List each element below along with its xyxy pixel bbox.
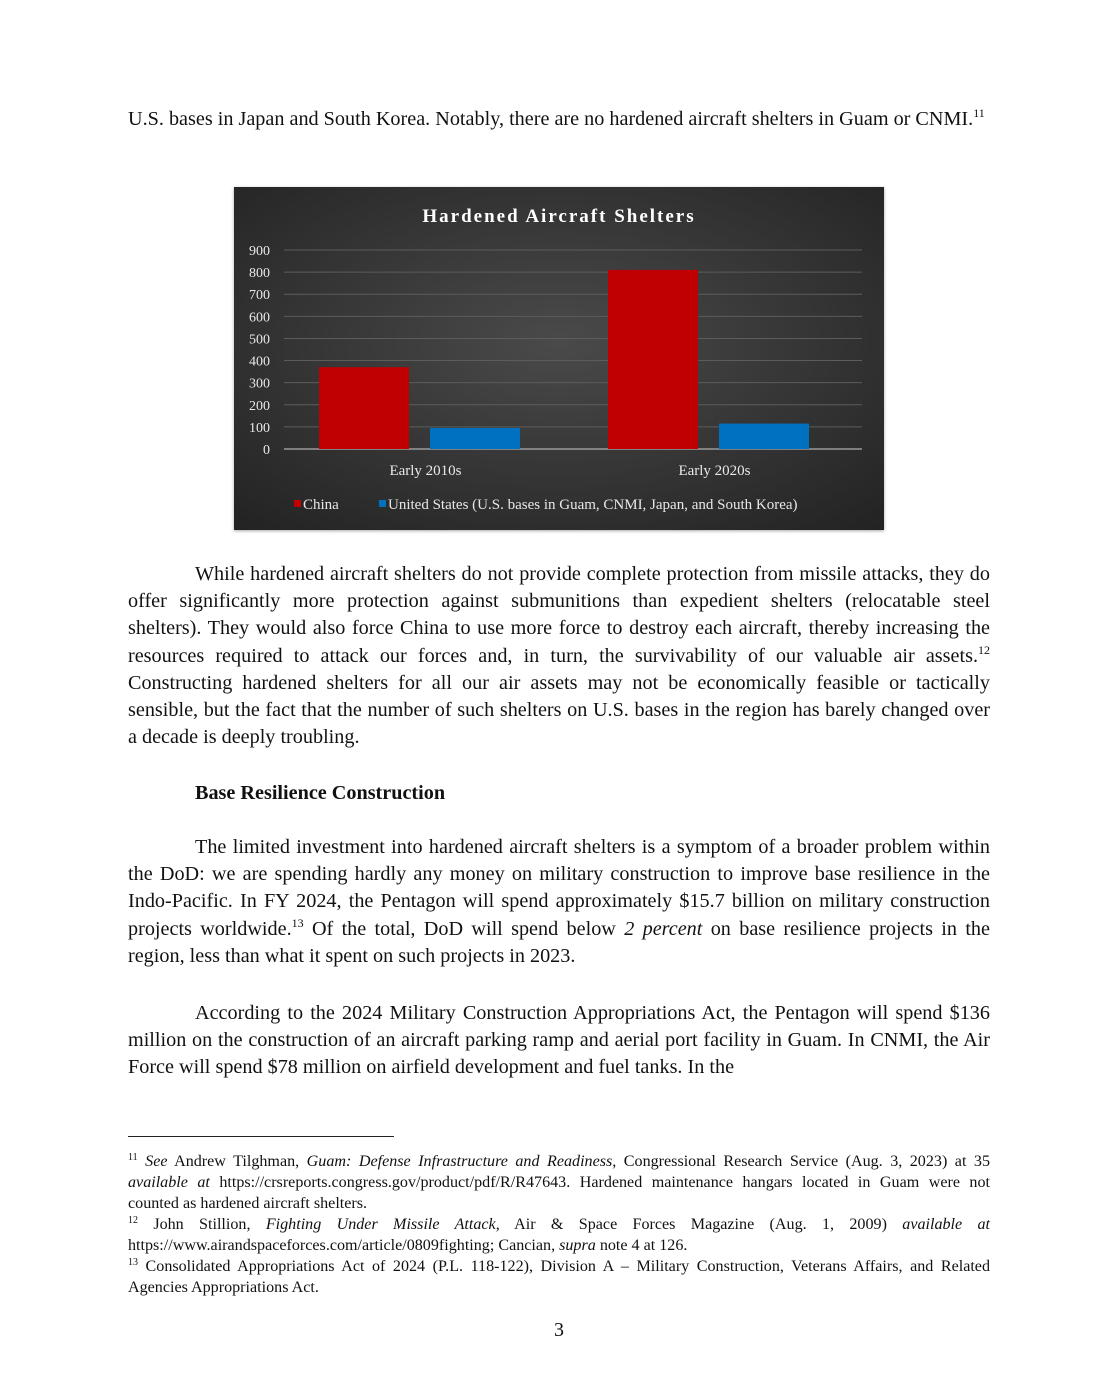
footnote-available-at: available at: [902, 1216, 991, 1233]
chart-svg: [234, 187, 884, 530]
footnotes: [128, 1151, 990, 1298]
footnote-title: Guam: Defense Infrastructure and Readiness: [306, 1153, 613, 1170]
appropriations-paragraph: According to the 2024 Military Construction Appropriations Act, the Pentagon will spend $136 million on the construction of an aircraft parking ramp and aerial port facility in Guam. In CNMI, the Air Force will spend $78 million on airfield development and fuel tanks. In the: [128, 1002, 990, 1079]
footnote-text: , Air & Space Forces Magazine (Aug. 1, 2009): [495, 1216, 903, 1233]
limited-investment-paragraph: [128, 834, 990, 970]
footnote-ref-12[interactable]: 12: [978, 642, 990, 657]
footnote-text: note 4 at 126.: [595, 1237, 688, 1254]
page-number: 3: [554, 1319, 564, 1341]
legend-swatch: [379, 500, 386, 507]
footnote-text: https://www.airandspaceforces.com/article/0809fighting; Cancian,: [128, 1237, 560, 1254]
legend-swatch: [294, 500, 301, 507]
footnote-text: Consolidated Appropriations Act of 2024 (P.L. 118-122), Division A – Military Construction, Veterans Affairs, and Related Agencies Appropriations Act.: [128, 1258, 990, 1296]
y-tick-label: 100: [249, 420, 270, 436]
limited-text-2: Of the total, DoD will spend below: [303, 917, 625, 940]
footnote-11: [128, 1151, 990, 1214]
footnote-title: Fighting Under Missile Attack: [265, 1216, 496, 1233]
hardened-aircraft-shelters-chart: [234, 187, 884, 530]
legend-label: United States (U.S. bases in Guam, CNMI, Japan, and South Korea): [388, 497, 798, 513]
bar-china-0: [319, 367, 409, 449]
footnote-text: , Congressional Research Service (Aug. 3, 2023) at 35: [612, 1153, 990, 1170]
x-tick-label: Early 2010s: [389, 463, 462, 479]
footnote-number: 12: [128, 1215, 138, 1226]
y-tick-label: 700: [249, 288, 270, 304]
footnote-available-at: available at: [128, 1174, 210, 1191]
footnote-divider: [128, 1136, 394, 1137]
limited-text-3: on base resilience projects in the region, less than what it spent on such projects in 2023.: [128, 917, 990, 967]
shelters-text-1: While hardened aircraft shelters do not provide complete protection from missile attacks, they do offer significantly more protection against submunitions than expedient shelters (relocatable steel shelters). They would also force China to use more force to destroy each aircraft, thereby increasing the resources required to attack our forces and, in turn, the survivability of our valuable air assets.: [128, 563, 990, 667]
intro-text: U.S. bases in Japan and South Korea. Notably, there are no hardened aircraft shelters in Guam or CNMI.: [128, 108, 974, 130]
footnote-12: [128, 1214, 990, 1256]
section-heading: Base Resilience Construction: [195, 782, 446, 804]
shelters-paragraph: [128, 561, 990, 751]
y-tick-label: 800: [249, 266, 270, 282]
footnote-see: See: [145, 1153, 168, 1170]
footnote-ref-11[interactable]: 11: [973, 106, 985, 120]
limited-text-1: The limited investment into hardened aircraft shelters is a symptom of a broader problem within the DoD: we are spending hardly any money on military construction to improve base resilience in the Indo-Pacific. In FY 2024, the Pentagon will spend approximately $15.7 billion on military construction projects worldwide.: [128, 836, 990, 940]
footnote-text: John Stillion,: [138, 1216, 266, 1233]
y-tick-label: 0: [263, 443, 270, 458]
y-tick-label: 200: [249, 398, 270, 414]
footnote-number: 11: [128, 1152, 138, 1163]
y-tick-label: 900: [249, 244, 270, 259]
legend-label: China: [303, 497, 339, 513]
chart-title: Hardened Aircraft Shelters: [422, 206, 696, 227]
shelters-text-2: Constructing hardened shelters for all our air assets may not be economically feasible or tactically sensible, but the fact that the number of such shelters on U.S. bases in the region has barely changed over a decade is deeply troubling.: [128, 671, 990, 749]
footnote-text: Andrew Tilghman,: [167, 1153, 307, 1170]
y-tick-label: 300: [249, 376, 270, 392]
bar-united-states-1: [719, 424, 809, 449]
footnote-supra: supra: [559, 1237, 596, 1254]
bar-united-states-0: [430, 428, 520, 449]
footnote-text: https://crsreports.congress.gov/product/pdf/R/R47643. Hardened maintenance hangars located in Guam were not counted as hardened aircraft shelters.: [128, 1174, 990, 1212]
x-tick-label: Early 2020s: [678, 463, 751, 479]
y-tick-label: 600: [249, 310, 270, 326]
y-tick-label: 500: [249, 332, 270, 348]
footnote-number: 13: [128, 1257, 138, 1268]
y-tick-label: 400: [249, 354, 270, 370]
chart-background: [234, 187, 884, 530]
footnote-ref-13[interactable]: 13: [291, 915, 304, 930]
limited-emphasis: 2 percent: [624, 917, 703, 940]
bar-china-1: [608, 270, 698, 449]
intro-paragraph: [128, 106, 990, 133]
footnote-13: [128, 1256, 990, 1298]
